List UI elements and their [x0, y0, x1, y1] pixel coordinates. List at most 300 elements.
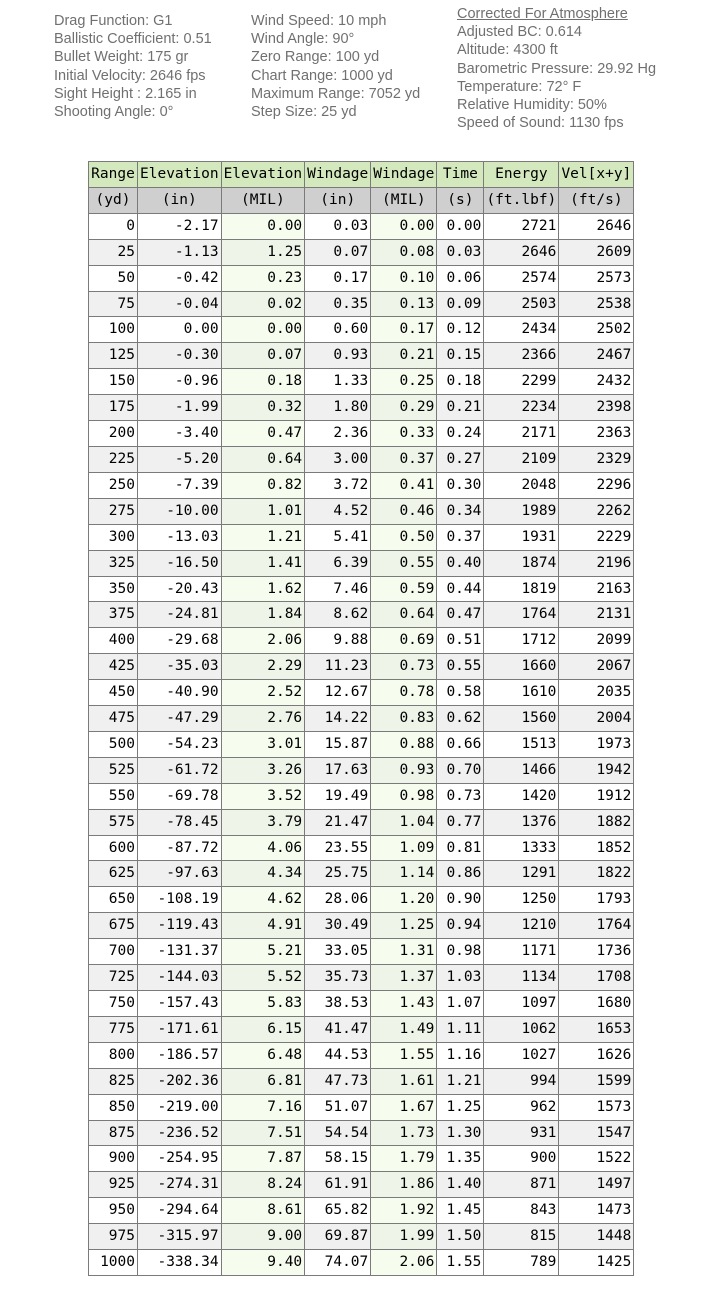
- cell-elevation-mil: 7.51: [221, 1120, 305, 1146]
- cell-elevation-mil: 8.24: [221, 1172, 305, 1198]
- cell-windage-mil: 0.69: [371, 628, 437, 654]
- cell-windage-mil: 0.64: [371, 602, 437, 628]
- cell-energy: 1819: [484, 576, 559, 602]
- cell-elevation-mil: 1.62: [221, 576, 305, 602]
- cell-elevation-mil: 5.83: [221, 991, 305, 1017]
- cell-elevation-mil: 3.79: [221, 809, 305, 835]
- cell-windage-in: 11.23: [305, 654, 371, 680]
- cell-range: 300: [89, 524, 138, 550]
- cell-elevation-mil: 3.52: [221, 783, 305, 809]
- cell-windage-in: 17.63: [305, 757, 371, 783]
- cell-time: 0.12: [437, 317, 484, 343]
- cell-time: 0.81: [437, 835, 484, 861]
- cell-energy: 2646: [484, 239, 559, 265]
- table-row: [89, 1094, 634, 1120]
- param-line: Maximum Range: 7052 yd: [251, 85, 421, 102]
- cell-windage-in: 0.03: [305, 213, 371, 239]
- cell-windage-in: 61.91: [305, 1172, 371, 1198]
- table-row: [89, 291, 634, 317]
- cell-elevation-in: -78.45: [138, 809, 222, 835]
- cell-windage-mil: 0.10: [371, 265, 437, 291]
- cell-windage-in: 3.00: [305, 446, 371, 472]
- cell-range: 225: [89, 446, 138, 472]
- cell-energy: 931: [484, 1120, 559, 1146]
- cell-elevation-mil: 3.01: [221, 731, 305, 757]
- cell-elevation-in: -338.34: [138, 1250, 222, 1276]
- table-row: [89, 835, 634, 861]
- cell-energy: 1989: [484, 498, 559, 524]
- cell-elevation-mil: 0.64: [221, 446, 305, 472]
- cell-range: 850: [89, 1094, 138, 1120]
- unit-range: (yd): [89, 187, 138, 213]
- cell-energy: 2109: [484, 446, 559, 472]
- cell-velocity: 2035: [559, 680, 634, 706]
- cell-range: 500: [89, 731, 138, 757]
- unit-windage-mil: (MIL): [371, 187, 437, 213]
- table-row: [89, 680, 634, 706]
- table-row: [89, 213, 634, 239]
- param-line: Sight Height : 2.165 in: [54, 85, 197, 102]
- cell-elevation-in: -16.50: [138, 550, 222, 576]
- header-elevation-in: Elevation: [138, 162, 222, 188]
- cell-velocity: 1764: [559, 913, 634, 939]
- cell-elevation-mil: 6.81: [221, 1068, 305, 1094]
- cell-energy: 1210: [484, 913, 559, 939]
- atmosphere-parameters: [457, 5, 656, 132]
- cell-range: 75: [89, 291, 138, 317]
- cell-velocity: 1912: [559, 783, 634, 809]
- cell-windage-in: 14.22: [305, 706, 371, 732]
- cell-time: 1.50: [437, 1224, 484, 1250]
- cell-elevation-in: -24.81: [138, 602, 222, 628]
- cell-energy: 1513: [484, 731, 559, 757]
- cell-energy: 1134: [484, 965, 559, 991]
- cell-time: 1.55: [437, 1250, 484, 1276]
- cell-windage-mil: 0.21: [371, 343, 437, 369]
- cell-windage-in: 0.35: [305, 291, 371, 317]
- cell-range: 650: [89, 887, 138, 913]
- header-energy: Energy: [484, 162, 559, 188]
- cell-elevation-in: -10.00: [138, 498, 222, 524]
- cell-windage-mil: 1.73: [371, 1120, 437, 1146]
- table-row: [89, 1042, 634, 1068]
- table-row: [89, 498, 634, 524]
- cell-elevation-in: -7.39: [138, 472, 222, 498]
- cell-elevation-in: -274.31: [138, 1172, 222, 1198]
- cell-range: 950: [89, 1198, 138, 1224]
- table-row: [89, 602, 634, 628]
- cell-range: 775: [89, 1016, 138, 1042]
- atmosphere-line: Altitude: 4300 ft: [457, 42, 558, 59]
- cell-elevation-in: -3.40: [138, 421, 222, 447]
- cell-energy: 1764: [484, 602, 559, 628]
- cell-windage-mil: 0.00: [371, 213, 437, 239]
- wind-range-parameters: [251, 12, 420, 121]
- cell-energy: 1171: [484, 939, 559, 965]
- cell-velocity: 2646: [559, 213, 634, 239]
- table-row: [89, 1250, 634, 1276]
- cell-energy: 1027: [484, 1042, 559, 1068]
- cell-range: 900: [89, 1146, 138, 1172]
- cell-range: 800: [89, 1042, 138, 1068]
- cell-range: 975: [89, 1224, 138, 1250]
- cell-energy: 1874: [484, 550, 559, 576]
- table-row: [89, 1016, 634, 1042]
- cell-time: 1.03: [437, 965, 484, 991]
- cell-windage-mil: 0.25: [371, 369, 437, 395]
- unit-time: (s): [437, 187, 484, 213]
- cell-energy: 1660: [484, 654, 559, 680]
- cell-elevation-mil: 6.48: [221, 1042, 305, 1068]
- cell-velocity: 1708: [559, 965, 634, 991]
- cell-range: 0: [89, 213, 138, 239]
- cell-velocity: 1822: [559, 861, 634, 887]
- table-row: [89, 421, 634, 447]
- cell-range: 375: [89, 602, 138, 628]
- table-row: [89, 576, 634, 602]
- cell-windage-in: 1.80: [305, 395, 371, 421]
- cell-time: 0.40: [437, 550, 484, 576]
- cell-time: 0.47: [437, 602, 484, 628]
- cell-time: 1.07: [437, 991, 484, 1017]
- cell-elevation-in: -171.61: [138, 1016, 222, 1042]
- cell-range: 925: [89, 1172, 138, 1198]
- param-line: Step Size: 25 yd: [251, 103, 357, 120]
- cell-velocity: 2538: [559, 291, 634, 317]
- cell-elevation-in: -108.19: [138, 887, 222, 913]
- param-line: Zero Range: 100 yd: [251, 49, 380, 66]
- cell-time: 1.40: [437, 1172, 484, 1198]
- cell-windage-mil: 1.55: [371, 1042, 437, 1068]
- cell-windage-mil: 1.79: [371, 1146, 437, 1172]
- cell-elevation-in: -29.68: [138, 628, 222, 654]
- cell-energy: 2503: [484, 291, 559, 317]
- header-windage-in: Windage: [305, 162, 371, 188]
- param-line: Bullet Weight: 175 gr: [54, 49, 189, 66]
- cell-windage-in: 23.55: [305, 835, 371, 861]
- cell-range: 400: [89, 628, 138, 654]
- cell-windage-mil: 0.17: [371, 317, 437, 343]
- cell-windage-mil: 0.55: [371, 550, 437, 576]
- cell-windage-mil: 2.06: [371, 1250, 437, 1276]
- cell-elevation-mil: 2.06: [221, 628, 305, 654]
- cell-time: 0.55: [437, 654, 484, 680]
- cell-time: 0.44: [437, 576, 484, 602]
- cell-elevation-mil: 0.07: [221, 343, 305, 369]
- table-row: [89, 757, 634, 783]
- cell-elevation-mil: 6.15: [221, 1016, 305, 1042]
- atmosphere-line: Temperature: 72° F: [457, 78, 582, 95]
- cell-energy: 1712: [484, 628, 559, 654]
- cell-windage-in: 74.07: [305, 1250, 371, 1276]
- cell-elevation-mil: 1.84: [221, 602, 305, 628]
- cell-energy: 2048: [484, 472, 559, 498]
- cell-energy: 789: [484, 1250, 559, 1276]
- cell-elevation-mil: 9.00: [221, 1224, 305, 1250]
- cell-elevation-mil: 7.16: [221, 1094, 305, 1120]
- unit-elevation-in: (in): [138, 187, 222, 213]
- cell-elevation-in: -0.30: [138, 343, 222, 369]
- cell-elevation-mil: 3.26: [221, 757, 305, 783]
- table-row: [89, 550, 634, 576]
- header-windage-mil: Windage: [371, 162, 437, 188]
- cell-windage-in: 0.07: [305, 239, 371, 265]
- table-row: [89, 1224, 634, 1250]
- cell-time: 0.70: [437, 757, 484, 783]
- cell-elevation-mil: 4.34: [221, 861, 305, 887]
- cell-windage-in: 44.53: [305, 1042, 371, 1068]
- input-parameters: [54, 12, 212, 121]
- cell-windage-in: 3.72: [305, 472, 371, 498]
- cell-time: 0.66: [437, 731, 484, 757]
- cell-elevation-in: -61.72: [138, 757, 222, 783]
- cell-time: 0.94: [437, 913, 484, 939]
- cell-elevation-mil: 4.06: [221, 835, 305, 861]
- cell-time: 1.21: [437, 1068, 484, 1094]
- cell-range: 525: [89, 757, 138, 783]
- atmosphere-line: Relative Humidity: 50%: [457, 96, 607, 113]
- cell-windage-mil: 1.25: [371, 913, 437, 939]
- cell-elevation-in: -119.43: [138, 913, 222, 939]
- cell-elevation-in: 0.00: [138, 317, 222, 343]
- table-row: [89, 991, 634, 1017]
- cell-windage-in: 33.05: [305, 939, 371, 965]
- cell-elevation-in: -5.20: [138, 446, 222, 472]
- cell-windage-mil: 0.93: [371, 757, 437, 783]
- cell-time: 0.62: [437, 706, 484, 732]
- table-row: [89, 446, 634, 472]
- cell-range: 675: [89, 913, 138, 939]
- cell-windage-in: 58.15: [305, 1146, 371, 1172]
- cell-energy: 815: [484, 1224, 559, 1250]
- cell-windage-mil: 1.43: [371, 991, 437, 1017]
- param-line: Initial Velocity: 2646 fps: [54, 67, 206, 84]
- unit-energy: (ft.lbf): [484, 187, 559, 213]
- cell-windage-mil: 0.50: [371, 524, 437, 550]
- cell-windage-in: 9.88: [305, 628, 371, 654]
- atmosphere-title: Corrected For Atmosphere: [457, 6, 628, 22]
- cell-energy: 1333: [484, 835, 559, 861]
- table-row: [89, 965, 634, 991]
- cell-time: 0.00: [437, 213, 484, 239]
- cell-range: 350: [89, 576, 138, 602]
- cell-windage-mil: 0.98: [371, 783, 437, 809]
- cell-energy: 1560: [484, 706, 559, 732]
- cell-time: 0.58: [437, 680, 484, 706]
- cell-elevation-in: -69.78: [138, 783, 222, 809]
- cell-energy: 2299: [484, 369, 559, 395]
- cell-elevation-mil: 1.41: [221, 550, 305, 576]
- ballistics-table: [88, 161, 634, 1276]
- cell-elevation-in: -315.97: [138, 1224, 222, 1250]
- cell-range: 450: [89, 680, 138, 706]
- cell-velocity: 2363: [559, 421, 634, 447]
- cell-windage-in: 12.67: [305, 680, 371, 706]
- cell-windage-mil: 1.20: [371, 887, 437, 913]
- cell-time: 0.30: [437, 472, 484, 498]
- table-row: [89, 472, 634, 498]
- table-row: [89, 706, 634, 732]
- cell-elevation-mil: 2.76: [221, 706, 305, 732]
- table-row: [89, 861, 634, 887]
- cell-elevation-in: -20.43: [138, 576, 222, 602]
- cell-time: 0.77: [437, 809, 484, 835]
- cell-velocity: 1599: [559, 1068, 634, 1094]
- cell-elevation-in: -0.42: [138, 265, 222, 291]
- cell-windage-in: 8.62: [305, 602, 371, 628]
- cell-velocity: 1973: [559, 731, 634, 757]
- cell-windage-mil: 1.14: [371, 861, 437, 887]
- cell-velocity: 2262: [559, 498, 634, 524]
- cell-windage-mil: 0.83: [371, 706, 437, 732]
- cell-elevation-mil: 0.18: [221, 369, 305, 395]
- cell-windage-in: 54.54: [305, 1120, 371, 1146]
- cell-energy: 1466: [484, 757, 559, 783]
- cell-elevation-mil: 8.61: [221, 1198, 305, 1224]
- cell-energy: 2721: [484, 213, 559, 239]
- cell-windage-mil: 1.09: [371, 835, 437, 861]
- cell-range: 275: [89, 498, 138, 524]
- cell-energy: 1062: [484, 1016, 559, 1042]
- cell-elevation-mil: 0.00: [221, 213, 305, 239]
- cell-windage-in: 38.53: [305, 991, 371, 1017]
- header-elevation-mil: Elevation: [221, 162, 305, 188]
- cell-windage-in: 41.47: [305, 1016, 371, 1042]
- cell-elevation-in: -131.37: [138, 939, 222, 965]
- cell-velocity: 2467: [559, 343, 634, 369]
- cell-time: 0.03: [437, 239, 484, 265]
- cell-range: 175: [89, 395, 138, 421]
- cell-elevation-mil: 4.91: [221, 913, 305, 939]
- cell-velocity: 2163: [559, 576, 634, 602]
- atmosphere-line: Barometric Pressure: 29.92 Hg: [457, 60, 657, 77]
- cell-velocity: 2067: [559, 654, 634, 680]
- cell-elevation-in: -236.52: [138, 1120, 222, 1146]
- table-row: [89, 809, 634, 835]
- cell-velocity: 1680: [559, 991, 634, 1017]
- param-line: Shooting Angle: 0°: [54, 103, 174, 120]
- cell-elevation-mil: 9.40: [221, 1250, 305, 1276]
- cell-windage-in: 28.06: [305, 887, 371, 913]
- cell-elevation-in: -219.00: [138, 1094, 222, 1120]
- atmosphere-line: Speed of Sound: 1130 fps: [457, 115, 624, 132]
- cell-range: 725: [89, 965, 138, 991]
- cell-range: 575: [89, 809, 138, 835]
- cell-velocity: 2296: [559, 472, 634, 498]
- cell-windage-in: 1.33: [305, 369, 371, 395]
- cell-elevation-mil: 0.82: [221, 472, 305, 498]
- cell-windage-mil: 1.31: [371, 939, 437, 965]
- cell-velocity: 2131: [559, 602, 634, 628]
- cell-windage-mil: 1.61: [371, 1068, 437, 1094]
- cell-elevation-mil: 2.52: [221, 680, 305, 706]
- cell-windage-mil: 0.13: [371, 291, 437, 317]
- cell-windage-mil: 0.59: [371, 576, 437, 602]
- cell-elevation-mil: 0.02: [221, 291, 305, 317]
- cell-time: 0.24: [437, 421, 484, 447]
- cell-windage-in: 35.73: [305, 965, 371, 991]
- table-row: [89, 887, 634, 913]
- cell-windage-mil: 0.88: [371, 731, 437, 757]
- cell-velocity: 2502: [559, 317, 634, 343]
- cell-windage-in: 0.60: [305, 317, 371, 343]
- cell-windage-mil: 0.29: [371, 395, 437, 421]
- cell-elevation-in: -0.96: [138, 369, 222, 395]
- cell-energy: 871: [484, 1172, 559, 1198]
- units-row: [89, 187, 634, 213]
- cell-elevation-in: -294.64: [138, 1198, 222, 1224]
- cell-velocity: 1736: [559, 939, 634, 965]
- cell-range: 600: [89, 835, 138, 861]
- unit-velocity: (ft/s): [559, 187, 634, 213]
- cell-energy: 1931: [484, 524, 559, 550]
- cell-elevation-in: -186.57: [138, 1042, 222, 1068]
- cell-range: 625: [89, 861, 138, 887]
- cell-elevation-in: -0.04: [138, 291, 222, 317]
- cell-energy: 843: [484, 1198, 559, 1224]
- cell-windage-in: 30.49: [305, 913, 371, 939]
- cell-velocity: 2229: [559, 524, 634, 550]
- cell-elevation-mil: 5.52: [221, 965, 305, 991]
- cell-windage-mil: 0.78: [371, 680, 437, 706]
- table-row: [89, 1172, 634, 1198]
- cell-elevation-in: -157.43: [138, 991, 222, 1017]
- cell-windage-in: 51.07: [305, 1094, 371, 1120]
- cell-velocity: 1573: [559, 1094, 634, 1120]
- cell-elevation-in: -40.90: [138, 680, 222, 706]
- cell-time: 1.11: [437, 1016, 484, 1042]
- cell-elevation-in: -2.17: [138, 213, 222, 239]
- cell-energy: 1250: [484, 887, 559, 913]
- cell-energy: 994: [484, 1068, 559, 1094]
- cell-windage-in: 4.52: [305, 498, 371, 524]
- cell-velocity: 1626: [559, 1042, 634, 1068]
- cell-range: 825: [89, 1068, 138, 1094]
- cell-time: 1.25: [437, 1094, 484, 1120]
- cell-range: 100: [89, 317, 138, 343]
- cell-windage-mil: 1.86: [371, 1172, 437, 1198]
- param-line: Wind Angle: 90°: [251, 31, 355, 48]
- cell-energy: 2366: [484, 343, 559, 369]
- cell-windage-mil: 1.67: [371, 1094, 437, 1120]
- cell-velocity: 2398: [559, 395, 634, 421]
- cell-windage-in: 25.75: [305, 861, 371, 887]
- cell-velocity: 2432: [559, 369, 634, 395]
- cell-range: 550: [89, 783, 138, 809]
- cell-energy: 2234: [484, 395, 559, 421]
- cell-windage-mil: 0.37: [371, 446, 437, 472]
- cell-time: 0.06: [437, 265, 484, 291]
- cell-elevation-mil: 4.62: [221, 887, 305, 913]
- cell-velocity: 2573: [559, 265, 634, 291]
- cell-elevation-in: -54.23: [138, 731, 222, 757]
- cell-range: 150: [89, 369, 138, 395]
- cell-energy: 1420: [484, 783, 559, 809]
- cell-windage-mil: 0.08: [371, 239, 437, 265]
- cell-range: 25: [89, 239, 138, 265]
- cell-windage-mil: 1.92: [371, 1198, 437, 1224]
- cell-velocity: 2609: [559, 239, 634, 265]
- cell-time: 0.09: [437, 291, 484, 317]
- cell-windage-in: 65.82: [305, 1198, 371, 1224]
- cell-energy: 2434: [484, 317, 559, 343]
- cell-windage-mil: 1.99: [371, 1224, 437, 1250]
- cell-range: 325: [89, 550, 138, 576]
- param-line: Wind Speed: 10 mph: [251, 13, 387, 29]
- cell-velocity: 1653: [559, 1016, 634, 1042]
- table-row: [89, 731, 634, 757]
- cell-range: 50: [89, 265, 138, 291]
